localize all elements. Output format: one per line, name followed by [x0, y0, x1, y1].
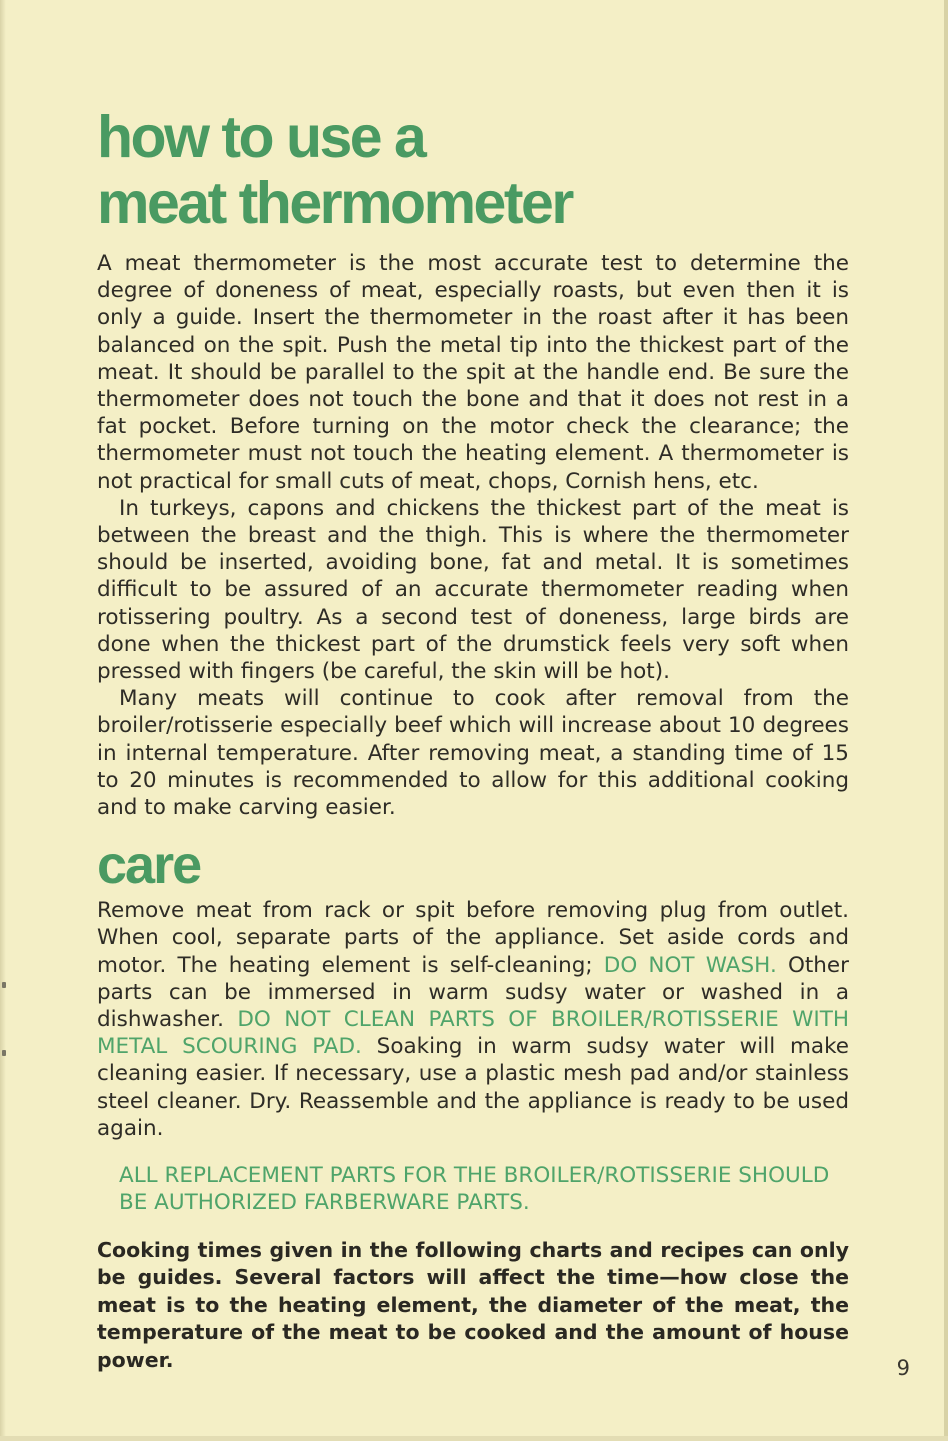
- right-edge: [944, 0, 948, 1441]
- cooking-times-note: Cooking times given in the following charts and recipes can only be guides. Several factors will affect the time—how close the meat is to the heating element, the diameter of the meat, the temperature of the meat to be cooked and the amount of house power.: [97, 1237, 849, 1372]
- binding-mark: [2, 982, 6, 988]
- care-text-1: Remove meat from rack or spit before removing plug from outlet. When cool, separate parts of the appliance. Set aside cords and motor. The heating element is self-cleaning;: [97, 898, 849, 978]
- care-text-2: Other parts can be immersed in warm sudsy water or washed in a dishwasher.: [97, 952, 849, 1033]
- page-content: [97, 104, 849, 1374]
- replacement-parts-notice: ALL REPLACEMENT PARTS FOR THE BROILER/ROTISSERIE SHOULD BE AUTHORIZED FARBERWARE PARTS.: [119, 1163, 830, 1216]
- scouring-pad-warning: DO NOT CLEAN PARTS OF BROILER/ROTISSERIE WITH METAL SCOURING PAD.: [97, 1007, 849, 1060]
- thermometer-paragraph-3: Many meats will continue to cook after removal from the broiler/rotisserie especially beef which will increase about 10 degrees in internal temperature. After removing meat, a standing time of 15 to 20 minutes is recommended to allow for this additional cooking and to make carving easier.: [97, 686, 849, 821]
- thermometer-paragraph-1: A meat thermometer is the most accurate test to determine the degree of doneness of meat, especially roasts, but even then it is only a guide. Insert the thermometer in the roast after it has been balanced on the spit. Push the metal tip into the thickest part of the meat. It should be parallel to the spit at the handle end. Be sure the thermometer does not touch the bone and that it does not rest in a fat pocket. Before turning on the motor check the clearance; the thermometer must not touch the heating element. A thermometer is not practical for small cuts of meat, chops, Cornish hens, etc.: [97, 251, 849, 494]
- title-line-2: meat thermometer: [97, 170, 572, 236]
- care-text-3: Soaking in warm sudsy water will make cleaning easier. If necessary, use a plastic mesh pad and/or stainless steel cleaner. Dry. Reassemble and the appliance is ready to be used again.: [97, 1034, 849, 1141]
- title-line-1: how to use a: [97, 104, 425, 170]
- thermometer-paragraph-2: In turkeys, capons and chickens the thickest part of the meat is between the breast and the thigh. This is where the thermometer should be inserted, avoiding bone, fat and metal. It is sometimes difficult to be assured of an accurate thermometer reading when rotissering poultry. As a second test of doneness, large birds are done when the thickest part of the drumstick feels very soft when pressed with fingers (be careful, the skin will be hot).: [97, 495, 849, 685]
- care-paragraph: [97, 897, 849, 1142]
- do-not-wash-warning: DO NOT WASH.: [603, 952, 777, 978]
- care-heading: care: [97, 835, 201, 896]
- binding-edge: [0, 0, 6, 1441]
- bottom-edge: [0, 1436, 948, 1441]
- page-number: 9: [896, 1356, 910, 1380]
- binding-mark: [2, 1050, 6, 1056]
- page-title: [97, 104, 849, 236]
